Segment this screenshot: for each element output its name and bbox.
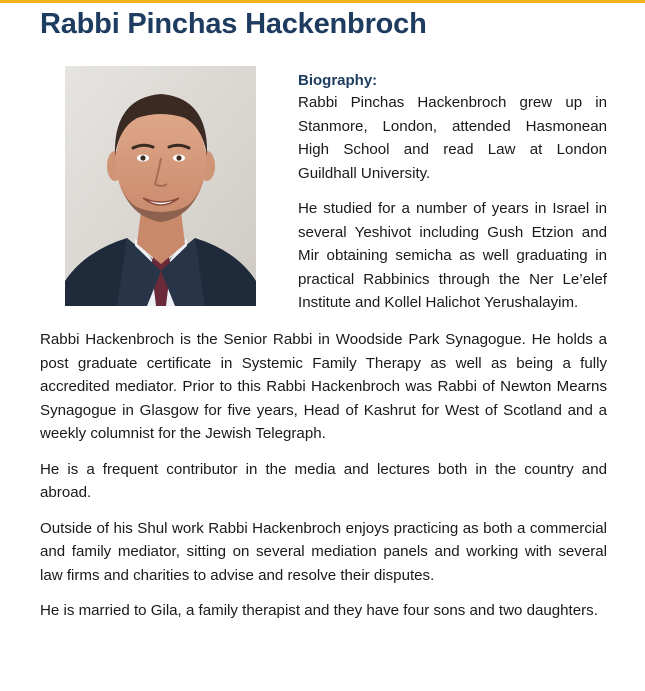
biography-paragraph: He studied for a number of years in Israel in several Yeshivot including Gush Etzion and Mir obtaining semicha as well graduating in practical Rabbinics through the Ner Le’elef Institute and Kollel Halichot Yerushalayim.	[298, 200, 607, 311]
body-paragraph: Outside of his Shul work Rabbi Hackenbroch enjoys practicing as both a commercial and family mediator, sitting on several mediation panels and working with several law firms and charities to advise and resolve their disputes.	[40, 519, 607, 584]
body-paragraph: He is married to Gila, a family therapist and they have four sons and two daughters.	[40, 602, 598, 619]
biography-section	[298, 72, 607, 315]
body-paragraph: Rabbi Hackenbroch is the Senior Rabbi in Woodside Park Synagogue. He holds a post graduate certificate in Systemic Family Therapy as well as being a fully accredited mediator. Prior to this Rabbi Hackenbroch was Rabbi of Newton Mearns Synagogue in Glasgow for five years, Head of Kashrut for West of Scotland and a weekly columnist for the Jewish Telegraph.	[40, 331, 607, 442]
page-title: Rabbi Pinchas Hackenbroch	[40, 8, 427, 40]
top-accent-rule	[0, 0, 645, 3]
biography-paragraph: Rabbi Pinchas Hackenbroch grew up in Stanmore, London, attended Hasmonean High School and read Law at London Guildhall University.	[298, 94, 607, 182]
body-section	[40, 328, 607, 635]
body-paragraph: He is a frequent contributor in the media and lectures both in the country and abroad.	[40, 460, 607, 501]
portrait-photo	[65, 66, 256, 306]
biography-heading: Biography:	[298, 72, 378, 89]
